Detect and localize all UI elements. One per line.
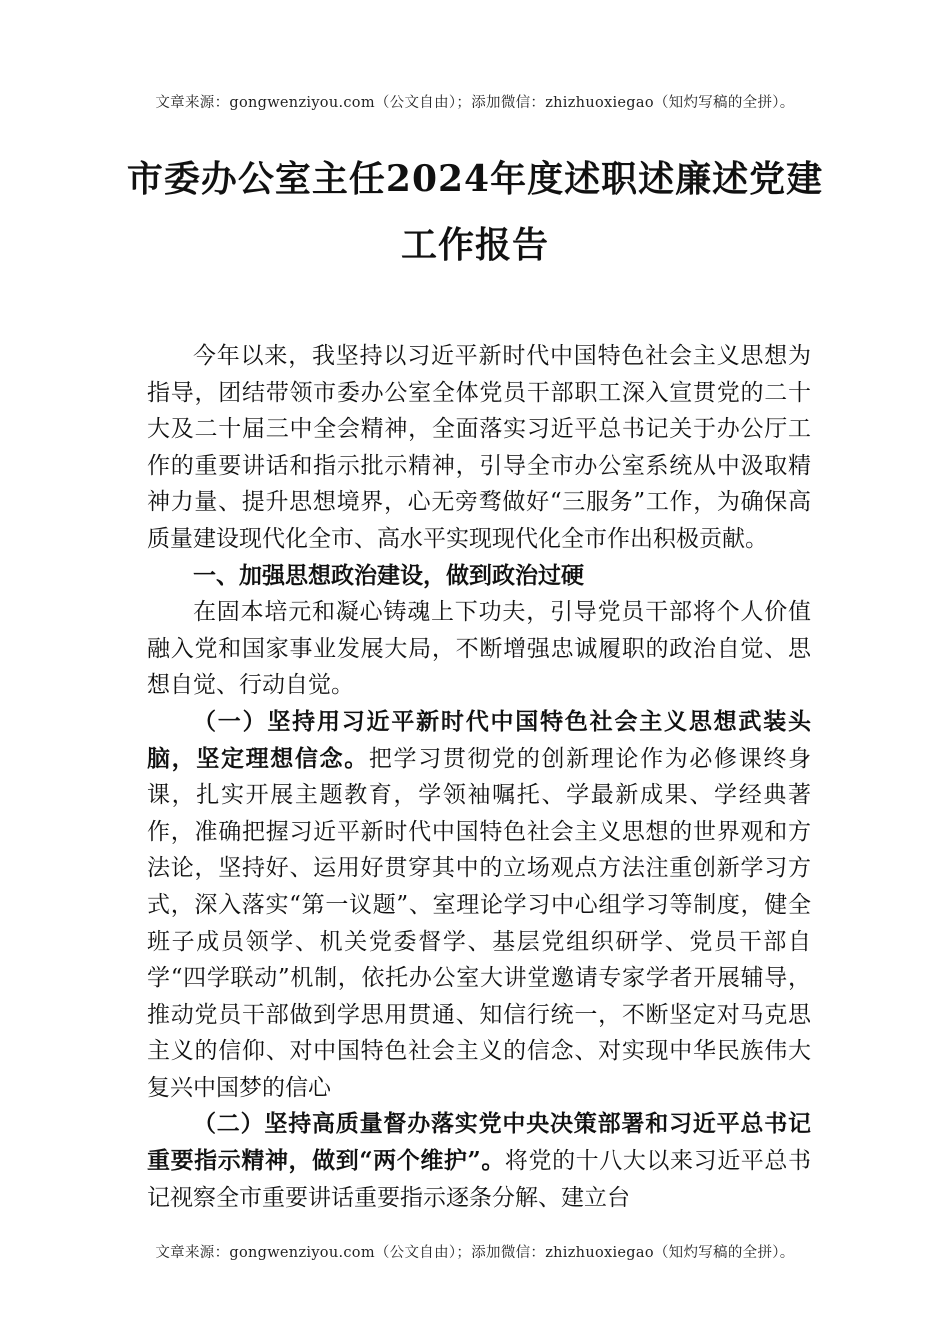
item-2-paragraph (147, 1106, 811, 1216)
section-heading-1: 一、加强思想政治建设，做到政治过硬 (193, 562, 584, 589)
header-source-note: 文章来源：gongwenziyou.com（公文自由）；添加微信：zhizhuoxiegao（知灼写稿的全拼）。 (155, 95, 795, 111)
title-line-1: 市委办公室主任2024年度述职述廉述党建 (126, 158, 824, 200)
item-1-paragraph (147, 704, 811, 1107)
item-2-body: 将党的十八大以来习近平总书记视察全市重要讲话重要指示逐条分解、建立台 (147, 1148, 811, 1211)
section-1-intro-paragraph: 在固本培元和凝心铸魂上下功夫，引导党员干部将个人价值融入党和国家事业发展大局，不断增强忠诚履职的政治自觉、思想自觉、行动自觉。 (147, 599, 811, 699)
intro-paragraph: 今年以来，我坚持以习近平新时代中国特色社会主义思想为指导，团结带领市委办公室全体党员干部职工深入宣贯党的二十大及二十届三中全会精神，全面落实习近平总书记关于办公厅工作的重要讲话和指示批示精神，引导全市办公室系统从中汲取精神力量、提升思想境界，心无旁骛做好“三服务”工作，为确保高质量建设现代化全市、高水平实现现代化全市作出积极贡献。 (147, 343, 811, 552)
item-2-lead: （二）坚持高质量督办落实党中央决策部署和习近平总书记重要指示精神，做到“两个维护”。 (147, 1110, 811, 1175)
title-line-2: 工作报告 (400, 224, 549, 266)
footer-source-note: 文章来源：gongwenziyou.com（公文自由）；添加微信：zhizhuoxiegao（知灼写稿的全拼）。 (155, 1245, 795, 1261)
item-1-lead: （一）坚持用习近平新时代中国特色社会主义思想武装头脑，坚定理想信念。 (147, 707, 811, 772)
item-1-body: 把学习贯彻党的创新理论作为必修课终身课，扎实开展主题教育，学领袖嘱托、学最新成果、学经典著作，准确把握习近平新时代中国特色社会主义思想的世界观和方法论，坚持好、运用好贯穿其中的立场观点方法注重创新学习方式，深入落实“第一议题”、室理论学习中心组学习等制度，健全班子成员领学、机关党委督学、基层党组织研学、党员干部自学“四学联动”机制，依托办公室大讲堂邀请专家学者开展辅导，推动党员干部做到学思用贯通、知信行统一，不断坚定对马克思主义的信仰、对中国特色社会主义的信念、对实现中华民族伟大复兴中国梦的信心 (147, 745, 812, 1101)
page-title (110, 146, 840, 278)
document-body (147, 338, 811, 1216)
